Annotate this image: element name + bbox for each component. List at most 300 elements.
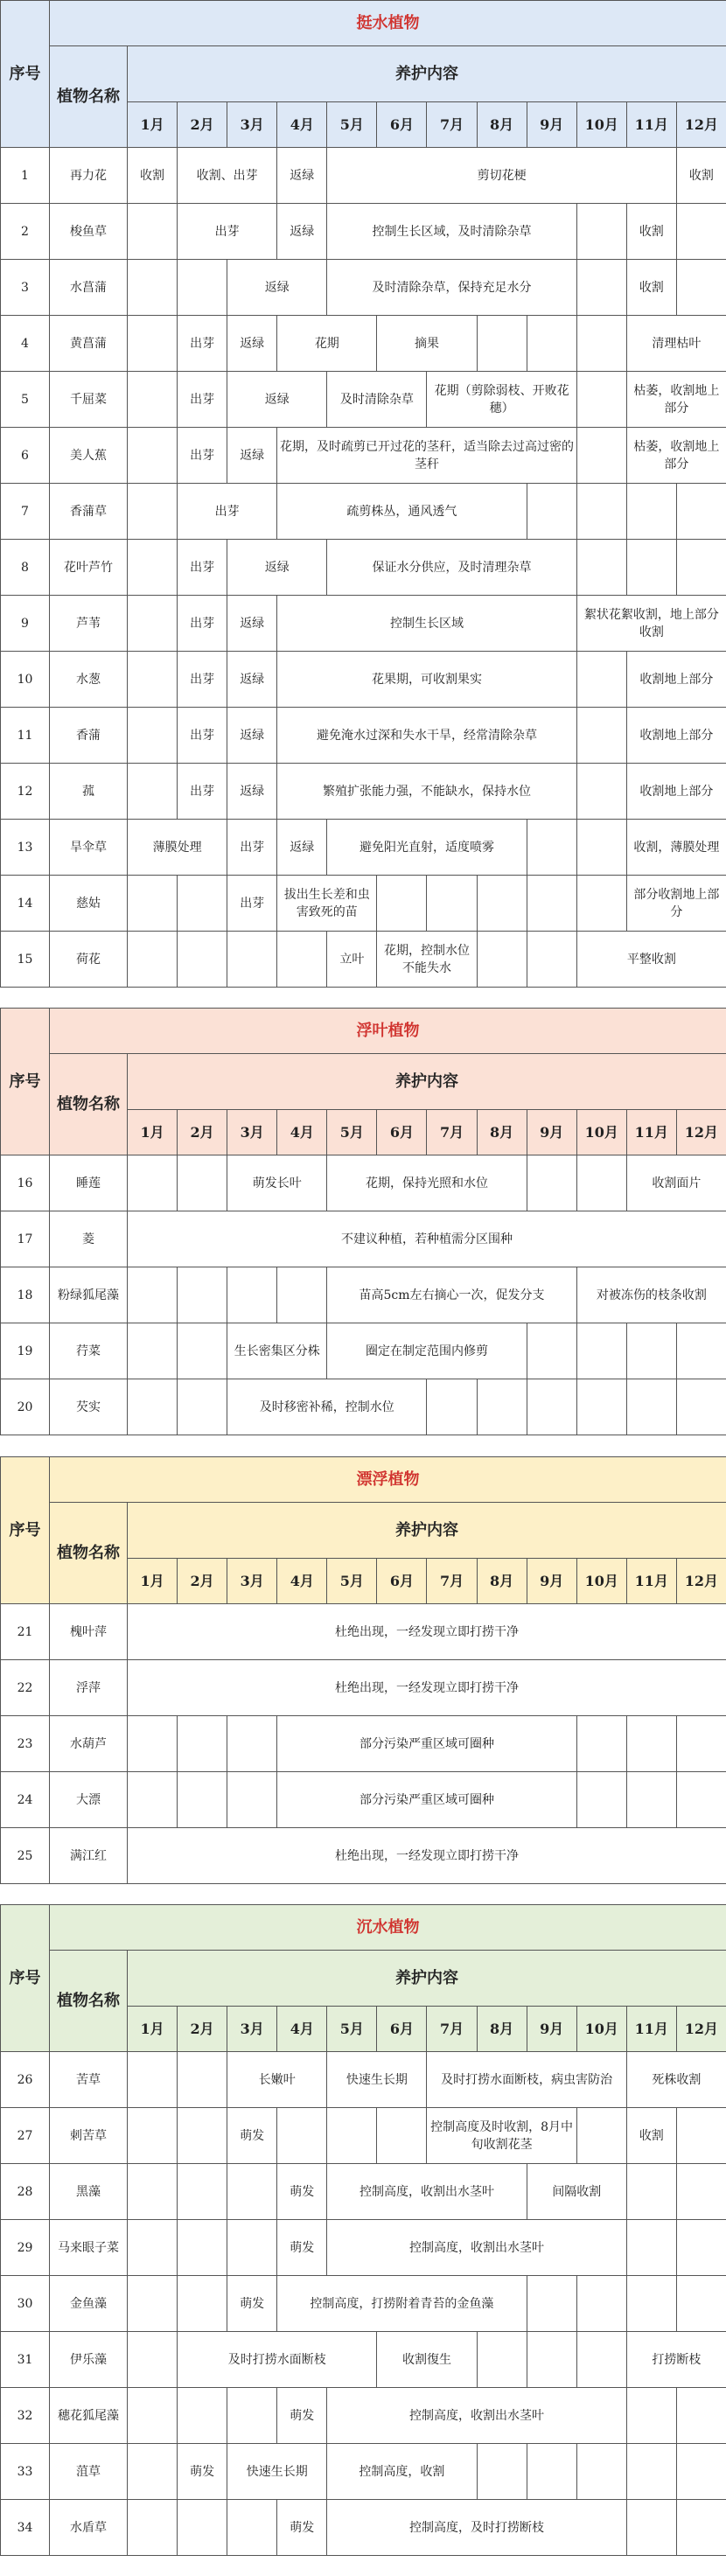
- plant-name: 满江红: [50, 1828, 128, 1884]
- empty-month-cell: [477, 876, 527, 932]
- month-header: 10月: [576, 1110, 626, 1155]
- care-task: 苗高5cm左右摘心一次，促发分支: [327, 1267, 576, 1323]
- plant-name: 千屈菜: [50, 372, 128, 428]
- table-row: [1, 1604, 726, 1660]
- table-row: [1, 764, 726, 820]
- plant-name: 菱: [50, 1211, 128, 1267]
- plant-name: 香蒲草: [50, 484, 128, 540]
- empty-month-cell: [576, 1772, 626, 1828]
- care-task: 返绿: [227, 316, 277, 372]
- table-row: [1, 316, 726, 372]
- empty-month-cell: [576, 484, 626, 540]
- month-header: 1月: [128, 1110, 178, 1155]
- care-task: 疏剪株丛，通风透气: [277, 484, 527, 540]
- empty-month-cell: [626, 2164, 676, 2220]
- table-row: [1, 876, 726, 932]
- plant-name: 金鱼藻: [50, 2276, 128, 2332]
- plant-name: 荷花: [50, 932, 128, 988]
- care-task: 避免阳光直射，适度喷雾: [327, 820, 527, 876]
- empty-month-cell: [676, 2444, 726, 2500]
- care-task: 萌发: [277, 2220, 327, 2276]
- empty-month-cell: [128, 1323, 178, 1379]
- care-task: 萌发: [277, 2164, 327, 2220]
- plant-name-header: 植物名称: [50, 46, 128, 148]
- empty-month-cell: [277, 2108, 327, 2164]
- empty-month-cell: [178, 2276, 227, 2332]
- care-task: 收割，薄膜处理: [626, 820, 726, 876]
- row-number: 13: [1, 820, 50, 876]
- care-task: 控制高度及时收割，8月中旬收割花茎: [427, 2108, 576, 2164]
- month-header: 4月: [277, 1559, 327, 1604]
- care-task: 剪切花梗: [327, 148, 677, 204]
- care-task: 打捞断枝: [626, 2332, 726, 2388]
- care-task: 花期，保持光照和水位: [327, 1155, 527, 1211]
- empty-month-cell: [676, 2388, 726, 2444]
- empty-month-cell: [576, 1155, 626, 1211]
- care-task: 摘果: [377, 316, 477, 372]
- table-row: [1, 1379, 726, 1435]
- empty-month-cell: [178, 2052, 227, 2108]
- empty-month-cell: [576, 2108, 626, 2164]
- table-row: [1, 2500, 726, 2556]
- empty-month-cell: [576, 428, 626, 484]
- table-row: [1, 1660, 726, 1716]
- month-header: 5月: [327, 1110, 377, 1155]
- plant-name: 菹草: [50, 2444, 128, 2500]
- care-task: 返绿: [227, 540, 327, 596]
- row-number: 20: [1, 1379, 50, 1435]
- empty-month-cell: [227, 932, 277, 988]
- row-number: 25: [1, 1828, 50, 1884]
- month-header: 11月: [626, 1110, 676, 1155]
- empty-month-cell: [128, 1155, 178, 1211]
- empty-month-cell: [626, 484, 676, 540]
- care-task: 控制生长区域: [277, 596, 576, 652]
- plant-name: 旱伞草: [50, 820, 128, 876]
- empty-month-cell: [676, 2500, 726, 2556]
- care-task: 出芽: [178, 764, 227, 820]
- care-task: 收割: [676, 148, 726, 204]
- month-header: 3月: [227, 1110, 277, 1155]
- empty-month-cell: [128, 596, 178, 652]
- row-number: 26: [1, 2052, 50, 2108]
- month-header: 12月: [676, 102, 726, 148]
- plant-name: 梭鱼草: [50, 204, 128, 260]
- empty-month-cell: [128, 260, 178, 316]
- care-task: 返绿: [227, 764, 277, 820]
- care-task: 返绿: [277, 148, 327, 204]
- table-row: [1, 2052, 726, 2108]
- table-row: [1, 932, 726, 988]
- section-table: [0, 0, 726, 988]
- care-task: 萌发: [178, 2444, 227, 2500]
- table-row: [1, 2164, 726, 2220]
- month-header: 7月: [427, 2007, 477, 2052]
- empty-month-cell: [576, 2332, 626, 2388]
- care-task: 出芽: [227, 820, 277, 876]
- care-task: 收割地上部分: [626, 652, 726, 708]
- empty-month-cell: [676, 1716, 726, 1772]
- empty-month-cell: [128, 1716, 178, 1772]
- empty-month-cell: [128, 2332, 178, 2388]
- care-task: 平整收割: [576, 932, 726, 988]
- empty-month-cell: [576, 316, 626, 372]
- empty-month-cell: [128, 540, 178, 596]
- empty-month-cell: [128, 1772, 178, 1828]
- month-header: 7月: [427, 1110, 477, 1155]
- care-content-header: 养护内容: [128, 1503, 726, 1559]
- plant-name: 美人蕉: [50, 428, 128, 484]
- row-number: 5: [1, 372, 50, 428]
- plant-name: 香蒲: [50, 708, 128, 764]
- month-header: 8月: [477, 1110, 527, 1155]
- care-task: 出芽: [178, 596, 227, 652]
- table-row: [1, 204, 726, 260]
- empty-month-cell: [576, 260, 626, 316]
- care-task: 萌发: [227, 2276, 277, 2332]
- care-task: 枯萎，收割地上部分: [626, 428, 726, 484]
- section-title: 挺水植物: [50, 1, 726, 46]
- care-task: 返绿: [227, 652, 277, 708]
- month-header: 8月: [477, 102, 527, 148]
- care-task: 收割面片: [626, 1155, 726, 1211]
- empty-month-cell: [626, 1379, 676, 1435]
- empty-month-cell: [377, 2108, 427, 2164]
- empty-month-cell: [626, 2388, 676, 2444]
- month-header: 2月: [178, 102, 227, 148]
- row-number: 17: [1, 1211, 50, 1267]
- empty-month-cell: [178, 2388, 227, 2444]
- table-row: [1, 484, 726, 540]
- table-row: [1, 1772, 726, 1828]
- plant-name: 粉绿狐尾藻: [50, 1267, 128, 1323]
- month-header: 9月: [527, 102, 576, 148]
- care-task: 控制生长区域，及时清除杂草: [327, 204, 576, 260]
- empty-month-cell: [128, 204, 178, 260]
- empty-month-cell: [128, 2388, 178, 2444]
- plant-name: 黑藻: [50, 2164, 128, 2220]
- empty-month-cell: [576, 2444, 626, 2500]
- empty-month-cell: [277, 932, 327, 988]
- month-header: 12月: [676, 2007, 726, 2052]
- care-task: 花期（剪除弱枝、开败花穗）: [427, 372, 576, 428]
- month-header: 2月: [178, 1110, 227, 1155]
- care-task: 出芽: [178, 484, 277, 540]
- row-number: 32: [1, 2388, 50, 2444]
- empty-month-cell: [178, 1716, 227, 1772]
- care-task: 返绿: [277, 204, 327, 260]
- empty-month-cell: [676, 484, 726, 540]
- seq-header: 序号: [1, 1905, 50, 2052]
- care-task: 控制高度，收割出水茎叶: [327, 2164, 527, 2220]
- care-task: 萌发: [277, 2500, 327, 2556]
- care-task: 及时移密补稀，控制水位: [227, 1379, 427, 1435]
- table-row: [1, 2388, 726, 2444]
- plant-name: 伊乐藻: [50, 2332, 128, 2388]
- empty-month-cell: [427, 1379, 477, 1435]
- empty-month-cell: [477, 2332, 527, 2388]
- seq-header: 序号: [1, 1457, 50, 1604]
- table-row: [1, 372, 726, 428]
- empty-month-cell: [128, 652, 178, 708]
- care-task: 杜绝出现，一经发现立即打捞干净: [128, 1604, 726, 1660]
- empty-month-cell: [576, 540, 626, 596]
- empty-month-cell: [576, 708, 626, 764]
- plant-name: 水菖蒲: [50, 260, 128, 316]
- care-task: 控制高度，收割: [327, 2444, 477, 2500]
- plant-name: 穗花狐尾藻: [50, 2388, 128, 2444]
- empty-month-cell: [128, 2164, 178, 2220]
- empty-month-cell: [128, 2444, 178, 2500]
- row-number: 9: [1, 596, 50, 652]
- table-row: [1, 1267, 726, 1323]
- row-number: 18: [1, 1267, 50, 1323]
- care-content-header: 养护内容: [128, 1054, 726, 1110]
- empty-month-cell: [477, 2444, 527, 2500]
- care-task: 返绿: [227, 428, 277, 484]
- plant-name: 刺苦草: [50, 2108, 128, 2164]
- row-number: 8: [1, 540, 50, 596]
- month-header: 6月: [377, 1110, 427, 1155]
- plant-name: 黄菖蒲: [50, 316, 128, 372]
- empty-month-cell: [527, 1379, 576, 1435]
- table-row: [1, 596, 726, 652]
- row-number: 7: [1, 484, 50, 540]
- care-task: 返绿: [277, 820, 327, 876]
- month-header: 11月: [626, 2007, 676, 2052]
- care-task: 出芽: [178, 540, 227, 596]
- empty-month-cell: [178, 876, 227, 932]
- row-number: 27: [1, 2108, 50, 2164]
- empty-month-cell: [178, 1155, 227, 1211]
- care-task: 杜绝出现，一经发现立即打捞干净: [128, 1660, 726, 1716]
- care-task: 出芽: [178, 372, 227, 428]
- table-row: [1, 260, 726, 316]
- table-row: [1, 1828, 726, 1884]
- empty-month-cell: [527, 876, 576, 932]
- care-task: 萌发长叶: [227, 1155, 327, 1211]
- empty-month-cell: [477, 1379, 527, 1435]
- seq-header: 序号: [1, 1009, 50, 1155]
- empty-month-cell: [128, 876, 178, 932]
- care-task: 及时清除杂草: [327, 372, 427, 428]
- care-task: 立叶: [327, 932, 377, 988]
- empty-month-cell: [527, 2444, 576, 2500]
- empty-month-cell: [128, 1379, 178, 1435]
- plant-name: 苦草: [50, 2052, 128, 2108]
- month-header: 3月: [227, 102, 277, 148]
- month-header: 10月: [576, 1559, 626, 1604]
- plant-name: 慈姑: [50, 876, 128, 932]
- row-number: 4: [1, 316, 50, 372]
- empty-month-cell: [676, 540, 726, 596]
- empty-month-cell: [178, 2108, 227, 2164]
- row-number: 1: [1, 148, 50, 204]
- month-header: 6月: [377, 2007, 427, 2052]
- empty-month-cell: [576, 204, 626, 260]
- month-header: 10月: [576, 102, 626, 148]
- empty-month-cell: [576, 764, 626, 820]
- plant-name: 芡实: [50, 1379, 128, 1435]
- care-task: 部分收割地上部分: [626, 876, 726, 932]
- empty-month-cell: [576, 820, 626, 876]
- care-task: 花期，及时疏剪已开过花的茎秆，适当除去过高过密的茎秆: [277, 428, 576, 484]
- month-header: 1月: [128, 1559, 178, 1604]
- care-task: 枯萎，收割地上部分: [626, 372, 726, 428]
- table-row: [1, 1716, 726, 1772]
- care-task: 对被冻伤的枝条收割: [576, 1267, 726, 1323]
- table-row: [1, 1211, 726, 1267]
- table-row: [1, 148, 726, 204]
- month-header: 11月: [626, 1559, 676, 1604]
- row-number: 14: [1, 876, 50, 932]
- empty-month-cell: [227, 2164, 277, 2220]
- care-task: 花期: [277, 316, 377, 372]
- month-header: 11月: [626, 102, 676, 148]
- empty-month-cell: [676, 2276, 726, 2332]
- care-task: 圈定在制定范围内修剪: [327, 1323, 527, 1379]
- empty-month-cell: [128, 316, 178, 372]
- plant-name: 水葫芦: [50, 1716, 128, 1772]
- table-row: [1, 1155, 726, 1211]
- seq-header: 序号: [1, 1, 50, 148]
- row-number: 10: [1, 652, 50, 708]
- row-number: 22: [1, 1660, 50, 1716]
- care-task: 收割: [626, 260, 676, 316]
- empty-month-cell: [626, 2276, 676, 2332]
- care-task: 部分污染严重区域可圈种: [277, 1716, 576, 1772]
- empty-month-cell: [676, 260, 726, 316]
- empty-month-cell: [576, 1716, 626, 1772]
- care-task: 杜绝出现，一经发现立即打捞干净: [128, 1828, 726, 1884]
- table-row: [1, 428, 726, 484]
- month-header: 7月: [427, 1559, 477, 1604]
- month-header: 8月: [477, 2007, 527, 2052]
- care-task: 快速生长期: [327, 2052, 427, 2108]
- plant-name: 浮萍: [50, 1660, 128, 1716]
- care-task: 收割: [128, 148, 178, 204]
- care-task: 收割地上部分: [626, 708, 726, 764]
- care-content-header: 养护内容: [128, 1951, 726, 2007]
- table-row: [1, 1323, 726, 1379]
- table-row: [1, 708, 726, 764]
- care-task: 絮状花絮收割，地上部分收割: [576, 596, 726, 652]
- care-task: 返绿: [227, 708, 277, 764]
- month-header: 1月: [128, 102, 178, 148]
- empty-month-cell: [676, 2220, 726, 2276]
- table-row: [1, 2220, 726, 2276]
- care-task: 花期，控制水位不能失水: [377, 932, 477, 988]
- care-content-header: 养护内容: [128, 46, 726, 102]
- care-task: 收割: [626, 204, 676, 260]
- empty-month-cell: [527, 2332, 576, 2388]
- care-task: 返绿: [227, 372, 327, 428]
- plant-name: 花叶芦竹: [50, 540, 128, 596]
- empty-month-cell: [178, 1772, 227, 1828]
- care-task: 死株收割: [626, 2052, 726, 2108]
- empty-month-cell: [626, 540, 676, 596]
- empty-month-cell: [527, 2276, 576, 2332]
- empty-month-cell: [178, 932, 227, 988]
- empty-month-cell: [527, 1323, 576, 1379]
- section-table: [0, 1456, 726, 1884]
- plant-name: 马来眼子菜: [50, 2220, 128, 2276]
- empty-month-cell: [128, 428, 178, 484]
- empty-month-cell: [676, 1379, 726, 1435]
- row-number: 11: [1, 708, 50, 764]
- care-task: 出芽: [178, 316, 227, 372]
- empty-month-cell: [178, 1267, 227, 1323]
- empty-month-cell: [128, 2276, 178, 2332]
- empty-month-cell: [576, 372, 626, 428]
- row-number: 6: [1, 428, 50, 484]
- month-header: 4月: [277, 1110, 327, 1155]
- row-number: 19: [1, 1323, 50, 1379]
- plant-name: 荇菜: [50, 1323, 128, 1379]
- month-header: 6月: [377, 102, 427, 148]
- empty-month-cell: [676, 1772, 726, 1828]
- care-task: 清理枯叶: [626, 316, 726, 372]
- section-title: 沉水植物: [50, 1905, 726, 1951]
- section-title: 漂浮植物: [50, 1457, 726, 1503]
- row-number: 16: [1, 1155, 50, 1211]
- care-task: 出芽: [178, 428, 227, 484]
- empty-month-cell: [128, 932, 178, 988]
- empty-month-cell: [227, 2500, 277, 2556]
- care-task: 萌发: [277, 2388, 327, 2444]
- month-header: 4月: [277, 2007, 327, 2052]
- care-task: 长嫩叶: [227, 2052, 327, 2108]
- empty-month-cell: [178, 1379, 227, 1435]
- care-task: 及时清除杂草，保持充足水分: [327, 260, 576, 316]
- empty-month-cell: [477, 932, 527, 988]
- care-task: 收割復生: [377, 2332, 477, 2388]
- empty-month-cell: [527, 316, 576, 372]
- empty-month-cell: [227, 2388, 277, 2444]
- month-header: 5月: [327, 1559, 377, 1604]
- empty-month-cell: [327, 2108, 377, 2164]
- empty-month-cell: [626, 1323, 676, 1379]
- care-task: 控制高度，收割出水茎叶: [327, 2388, 626, 2444]
- row-number: 21: [1, 1604, 50, 1660]
- month-header: 3月: [227, 2007, 277, 2052]
- empty-month-cell: [277, 1267, 327, 1323]
- care-task: 间隔收割: [527, 2164, 626, 2220]
- care-task: 收割地上部分: [626, 764, 726, 820]
- care-task: 返绿: [227, 596, 277, 652]
- empty-month-cell: [576, 876, 626, 932]
- row-number: 24: [1, 1772, 50, 1828]
- plant-name: 大漂: [50, 1772, 128, 1828]
- empty-month-cell: [576, 652, 626, 708]
- empty-month-cell: [576, 1379, 626, 1435]
- care-task: 出芽: [227, 876, 277, 932]
- month-header: 7月: [427, 102, 477, 148]
- empty-month-cell: [676, 2164, 726, 2220]
- row-number: 29: [1, 2220, 50, 2276]
- row-number: 33: [1, 2444, 50, 2500]
- empty-month-cell: [178, 2164, 227, 2220]
- care-task: 部分污染严重区域可圈种: [277, 1772, 576, 1828]
- care-task: 保证水分供应，及时清理杂草: [327, 540, 576, 596]
- row-number: 31: [1, 2332, 50, 2388]
- empty-month-cell: [626, 2500, 676, 2556]
- empty-month-cell: [576, 2276, 626, 2332]
- plant-name: 睡莲: [50, 1155, 128, 1211]
- month-header: 8月: [477, 1559, 527, 1604]
- empty-month-cell: [178, 260, 227, 316]
- month-header: 1月: [128, 2007, 178, 2052]
